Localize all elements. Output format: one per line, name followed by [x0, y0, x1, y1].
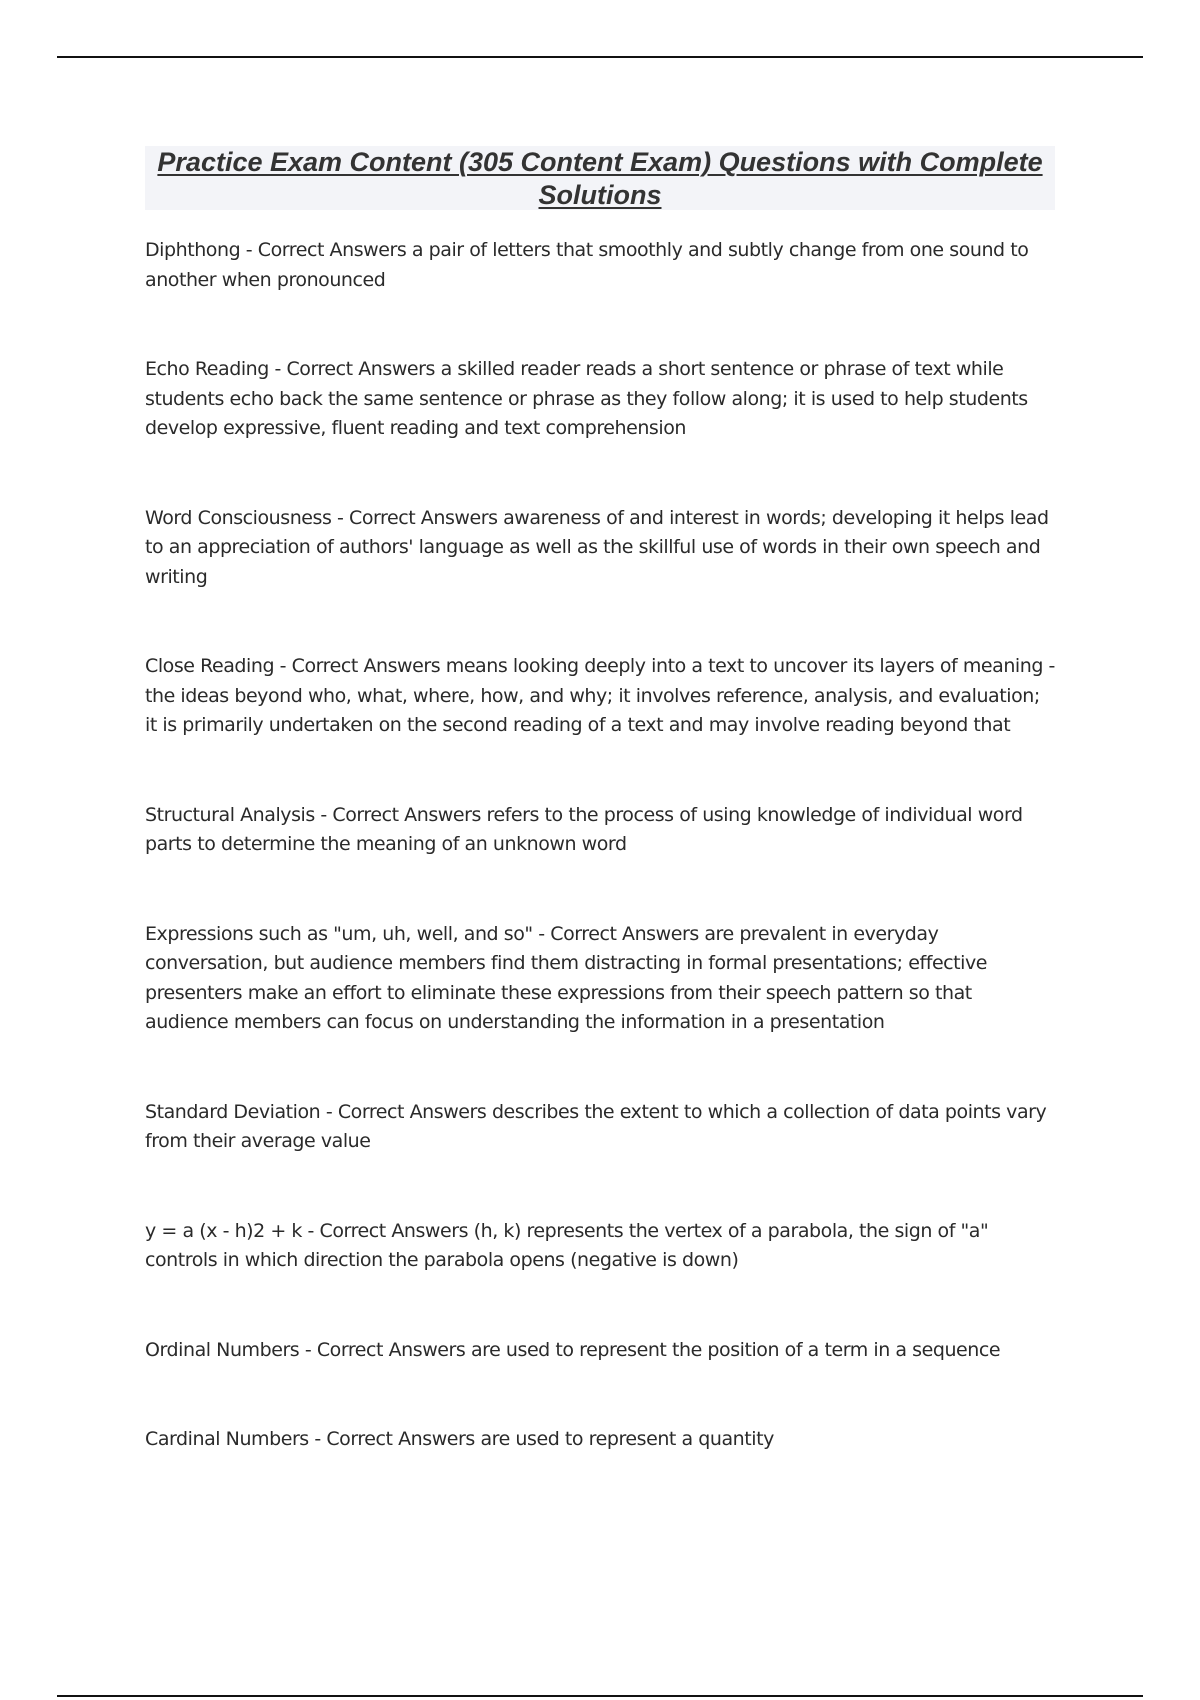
bottom-rule	[57, 1695, 1143, 1697]
document-title: Practice Exam Content (305 Content Exam) Questions with Complete Solutions	[157, 147, 1043, 210]
top-rule	[57, 56, 1143, 58]
list-item: Ordinal Numbers - Correct Answers are used to represent the position of a term in a sequence	[145, 1338, 1001, 1361]
list-item: Cardinal Numbers - Correct Answers are used to represent a quantity	[145, 1428, 774, 1450]
list-item: Structural Analysis - Correct Answers refers to the process of using knowledge of individual word parts to determine the meaning of an unknown word	[145, 803, 1023, 855]
list-item: y = a (x - h)2 + k - Correct Answers (h, k) represents the vertex of a parabola, the sign of "a" controls in which direction the parabola opens (negative is down)	[145, 1219, 989, 1271]
list-item: Word Consciousness - Correct Answers awareness of and interest in words; developing it helps lead to an appreciation of authors' language as well as the skillful use of words in their own speech and writing	[145, 506, 1049, 588]
flashcard-list	[145, 236, 1055, 1455]
list-item: Expressions such as "um, uh, well, and so" - Correct Answers are prevalent in everyday conversation, but audience members find them distracting in formal presentations; effective presenters make an effort to eliminate these expressions from their speech pattern so that audience members can focus on understanding the information in a presentation	[145, 922, 988, 1033]
list-item: Standard Deviation - Correct Answers describes the extent to which a collection of data points vary from their average value	[145, 1100, 1047, 1152]
title-banner	[145, 146, 1055, 210]
list-item: Diphthong - Correct Answers a pair of letters that smoothly and subtly change from one sound to another when pronounced	[145, 239, 1029, 291]
list-item: Echo Reading - Correct Answers a skilled reader reads a short sentence or phrase of text while students echo back the same sentence or phrase as they follow along; it is used to help students develop expressive, fluent reading and text comprehension	[145, 358, 1028, 439]
list-item: Close Reading - Correct Answers means looking deeply into a text to uncover its layers of meaning - the ideas beyond who, what, where, how, and why; it involves reference, analysis, and evaluation; it is primarily undertaken on the second reading of a text and may involve reading beyond that	[145, 655, 1055, 736]
